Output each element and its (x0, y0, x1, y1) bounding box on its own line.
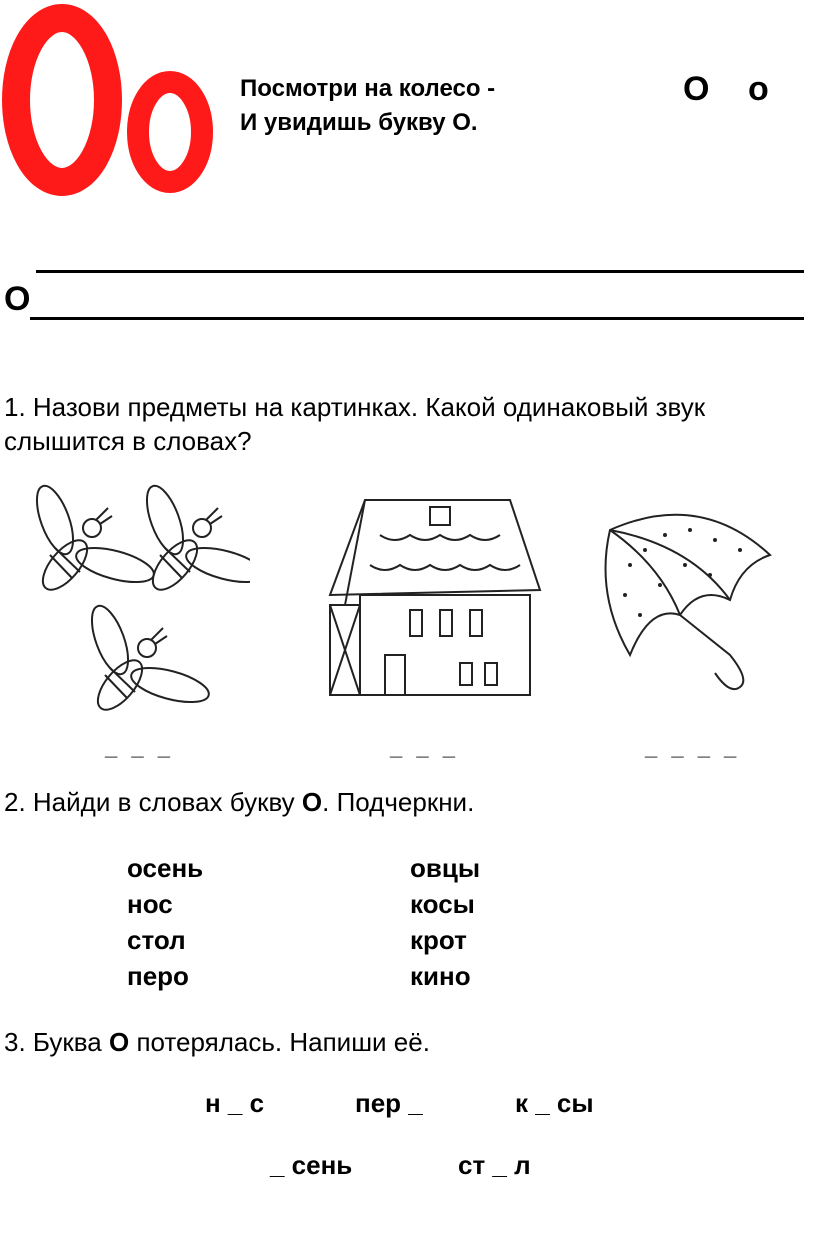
big-red-letter-upper-o (16, 18, 108, 182)
task1-instruction: 1. Назови предметы на картинках. Какой одинаковый звук слышится в словах? (4, 392, 706, 456)
word-list-item: стол (127, 925, 186, 955)
fill-word: ст _ л (458, 1150, 531, 1180)
writing-line-2 (30, 317, 804, 320)
task2-prefix: 2. Найди в словах букву (4, 787, 302, 817)
task2-letter: О (301, 787, 323, 817)
writing-line-start-letter: О (4, 280, 31, 318)
word-list-item: крот (410, 925, 467, 955)
task2-column-2 (410, 850, 480, 994)
poem-line-1: Посмотри на колесо - (240, 75, 496, 102)
fill-word: пер _ (355, 1088, 423, 1118)
wasp-1 (30, 481, 158, 597)
task3-prefix: 3. Буква (4, 1027, 109, 1057)
umbrella-blanks: _ _ _ _ (645, 735, 741, 760)
big-red-letters-o (0, 0, 230, 200)
writing-line-1 (36, 270, 804, 273)
umbrella-picture (590, 505, 790, 705)
print-letter-upper: О (683, 70, 710, 108)
poem-line-2: И увидишь букву О. (240, 109, 478, 136)
word-list-item: осень (127, 853, 204, 883)
wasps-picture (20, 480, 250, 720)
word-list-item: овцы (410, 853, 481, 883)
fill-word: к _ сы (515, 1088, 594, 1118)
word-list-item: кино (410, 961, 471, 991)
wasp-3 (85, 601, 213, 717)
wasp-2 (140, 481, 250, 597)
word-list-item: нос (127, 889, 173, 919)
fill-word: _ сень (270, 1150, 353, 1180)
task3-letter: О (108, 1027, 130, 1057)
task2-suffix: . Подчеркни. (322, 787, 475, 817)
task3-instruction (4, 1025, 430, 1059)
word-list-item: косы (410, 889, 475, 919)
wasps-blanks: _ _ _ (105, 735, 174, 760)
task2-column-1 (127, 850, 203, 994)
poem (240, 72, 495, 140)
house-blanks: _ _ _ (390, 735, 459, 760)
print-letter-lower: о (748, 70, 769, 108)
task2-instruction (4, 785, 474, 819)
fill-word: н _ с (205, 1088, 265, 1118)
big-red-letter-lower-o (138, 82, 202, 182)
house-picture (310, 485, 550, 715)
task3-suffix: потерялась. Напиши её. (129, 1027, 430, 1057)
word-list-item: перо (127, 961, 189, 991)
